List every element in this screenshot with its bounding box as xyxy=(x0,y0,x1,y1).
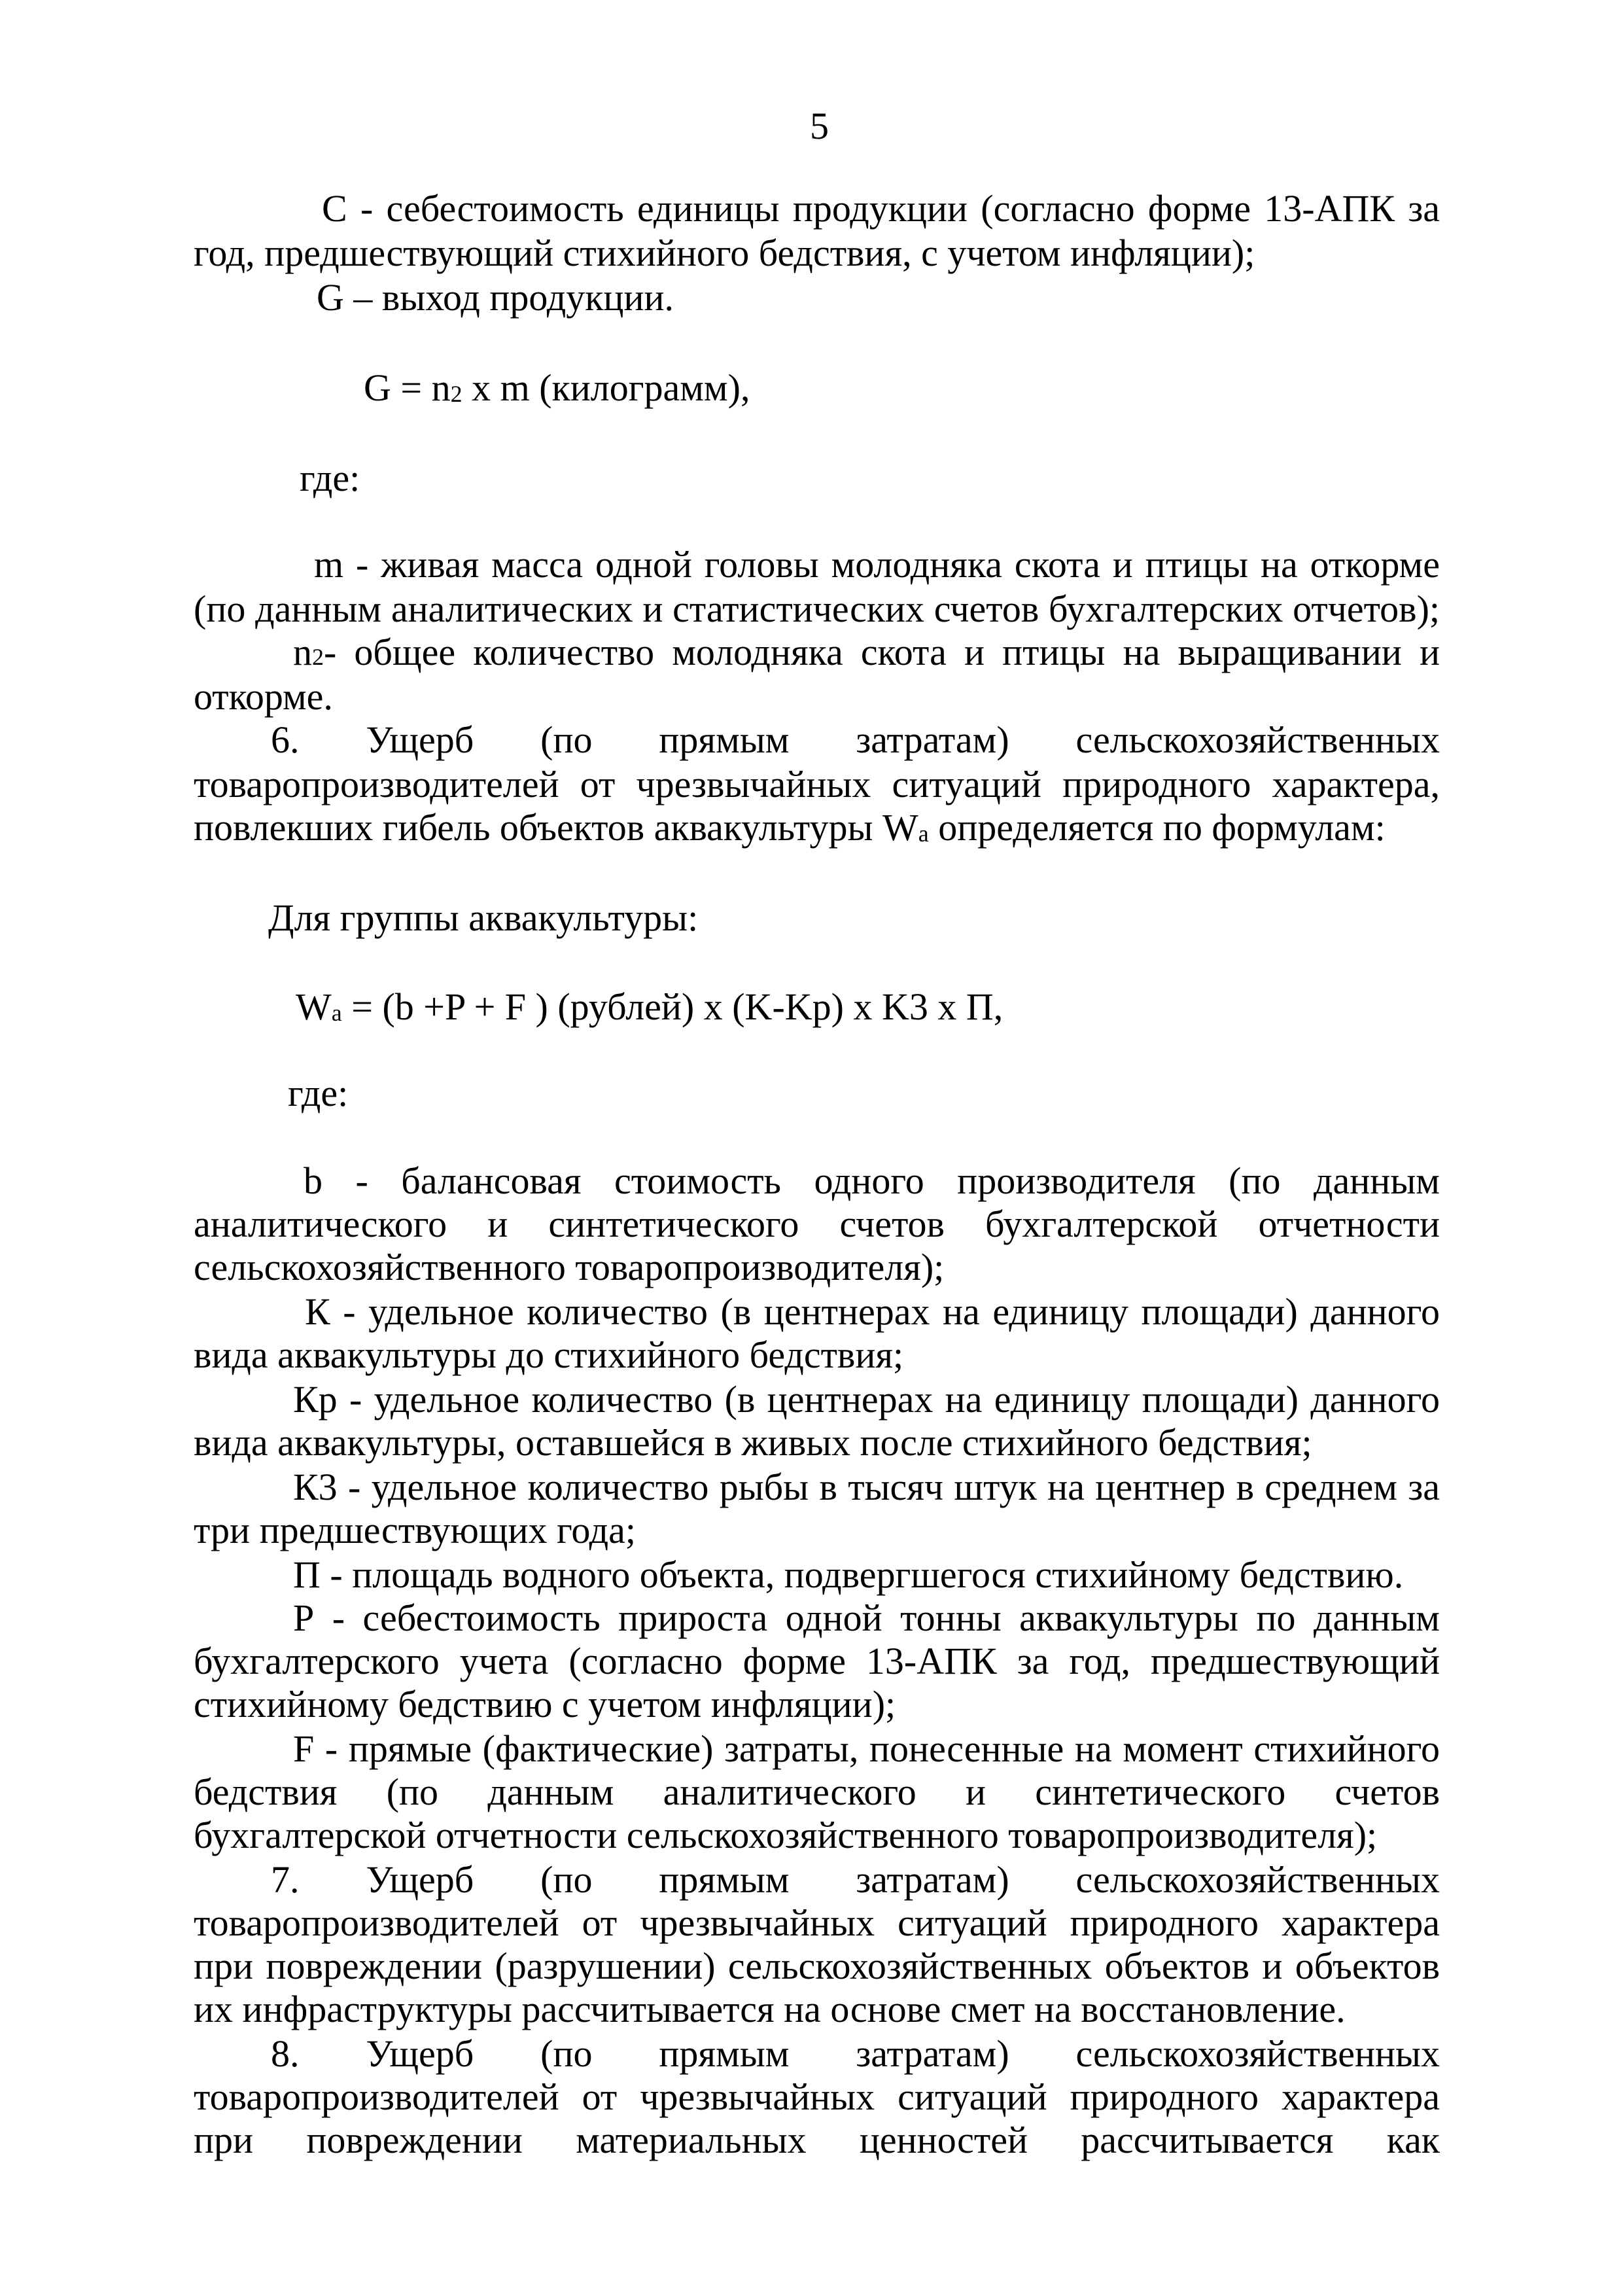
item6-line3 xyxy=(194,806,1386,849)
formula-g-subscript: 2 xyxy=(450,381,462,407)
formula-w-symbol: W xyxy=(296,985,332,1028)
item6-line3-post: определяется по формулам: xyxy=(928,806,1386,849)
para-b-line2: аналитического и синтетического счетов бухгалтерской отчетности xyxy=(194,1203,1440,1245)
para-k-line2: вида аквакультуры до стихийного бедствия; xyxy=(194,1333,904,1376)
para-c-line2: год, предшествующий стихийного бедствия, с учетом инфляции); xyxy=(194,232,1255,274)
para-k3-line2: три предшествующих года; xyxy=(194,1509,637,1551)
para-f-line2: бедствия (по данным аналитического и синтетического счетов xyxy=(194,1771,1440,1813)
item7-line4: их инфраструктуры рассчитывается на основе смет на восстановление. xyxy=(194,1988,1346,2030)
para-k3-line1: К3 - удельное количество рыбы в тысяч штук на центнер в среднем за xyxy=(293,1466,1440,1508)
para-k-line1: К - удельное количество (в центнерах на единицу площади) данного xyxy=(305,1290,1440,1333)
item6-line3-subscript: a xyxy=(918,821,929,847)
para-area: П - площадь водного объекта, подвергшегося стихийному бедствию. xyxy=(293,1553,1404,1596)
para-p-line1: Р - себестоимость прироста одной тонны аквакультуры по данным xyxy=(293,1597,1440,1639)
item6-line1: 6. Ущерб (по прямым затратам) сельскохозяйственных xyxy=(271,718,1440,761)
formula-w-subscript: a xyxy=(331,1000,342,1026)
para-n2-line2: откорме. xyxy=(194,675,333,718)
para-kp-line1: Кр - удельное количество (в центнерах на единицу площади) данного xyxy=(293,1378,1440,1421)
formula-g-lhs: G = n xyxy=(364,366,451,409)
para-m-line2: (по данным аналитических и статистических счетов бухгалтерских отчетов); xyxy=(194,588,1440,630)
where-label-2: где: xyxy=(288,1072,349,1114)
para-n2-line1: n 2 - общее количество молодняка скота и птицы на выращивании и xyxy=(293,631,1440,673)
group-heading: Для группы аквакультуры: xyxy=(268,896,699,939)
para-n2-line1-text: - общее количество молодняка скота и птицы на выращивании и xyxy=(324,631,1440,673)
item8-line1: 8. Ущерб (по прямым затратам) сельскохозяйственных xyxy=(271,2032,1440,2075)
para-p-line2: бухгалтерского учета (согласно форме 13-АПК за год, предшествующий xyxy=(194,1640,1440,1682)
item7-line1: 7. Ущерб (по прямым затратам) сельскохозяйственных xyxy=(271,1858,1440,1901)
item6-line3-pre: повлекших гибель объектов аквакультуры W xyxy=(194,806,918,849)
item7-line2: товаропроизводителей от чрезвычайных ситуаций природного характера xyxy=(194,1901,1440,1944)
page-number: 5 xyxy=(810,105,829,147)
where-label-1: где: xyxy=(300,457,360,499)
formula-w-rest: = (b +P + F ) (рублей) x (K-Kp) x K3 x П, xyxy=(341,985,1003,1028)
para-g: G – выход продукции. xyxy=(317,276,674,319)
formula-g-rhs: x m (килограмм), xyxy=(462,366,750,409)
para-f-line3: бухгалтерской отчетности сельскохозяйственного товаропроизводителя); xyxy=(194,1814,1378,1856)
para-m-line1: m - живая масса одной головы молодняка скота и птицы на откорме xyxy=(314,543,1440,586)
para-b-line3: сельскохозяйственного товаропроизводителя); xyxy=(194,1246,945,1288)
item6-line2: товаропроизводителей от чрезвычайных ситуаций природного характера, xyxy=(194,763,1440,805)
para-f-line1: F - прямые (фактические) затраты, понесенные на момент стихийного xyxy=(293,1727,1440,1770)
item8-line3: при повреждении материальных ценностей рассчитывается как xyxy=(194,2119,1440,2161)
para-c-line1: С - себестоимость единицы продукции (согласно форме 13-АПК за xyxy=(322,187,1440,230)
formula-g xyxy=(364,366,750,410)
para-p-line3: стихийному бедствию с учетом инфляции); xyxy=(194,1683,896,1725)
para-kp-line2: вида аквакультуры, оставшейся в живых после стихийного бедствия; xyxy=(194,1421,1312,1464)
para-b-line1: b - балансовая стоимость одного производителя (по данным xyxy=(304,1159,1440,1202)
item7-line3: при повреждении (разрушении) сельскохозяйственных объектов и объектов xyxy=(194,1945,1440,1987)
para-n2-symbol: n xyxy=(293,631,312,673)
formula-w xyxy=(296,985,1003,1029)
item8-line2: товаропроизводителей от чрезвычайных ситуаций природного характера xyxy=(194,2075,1440,2118)
